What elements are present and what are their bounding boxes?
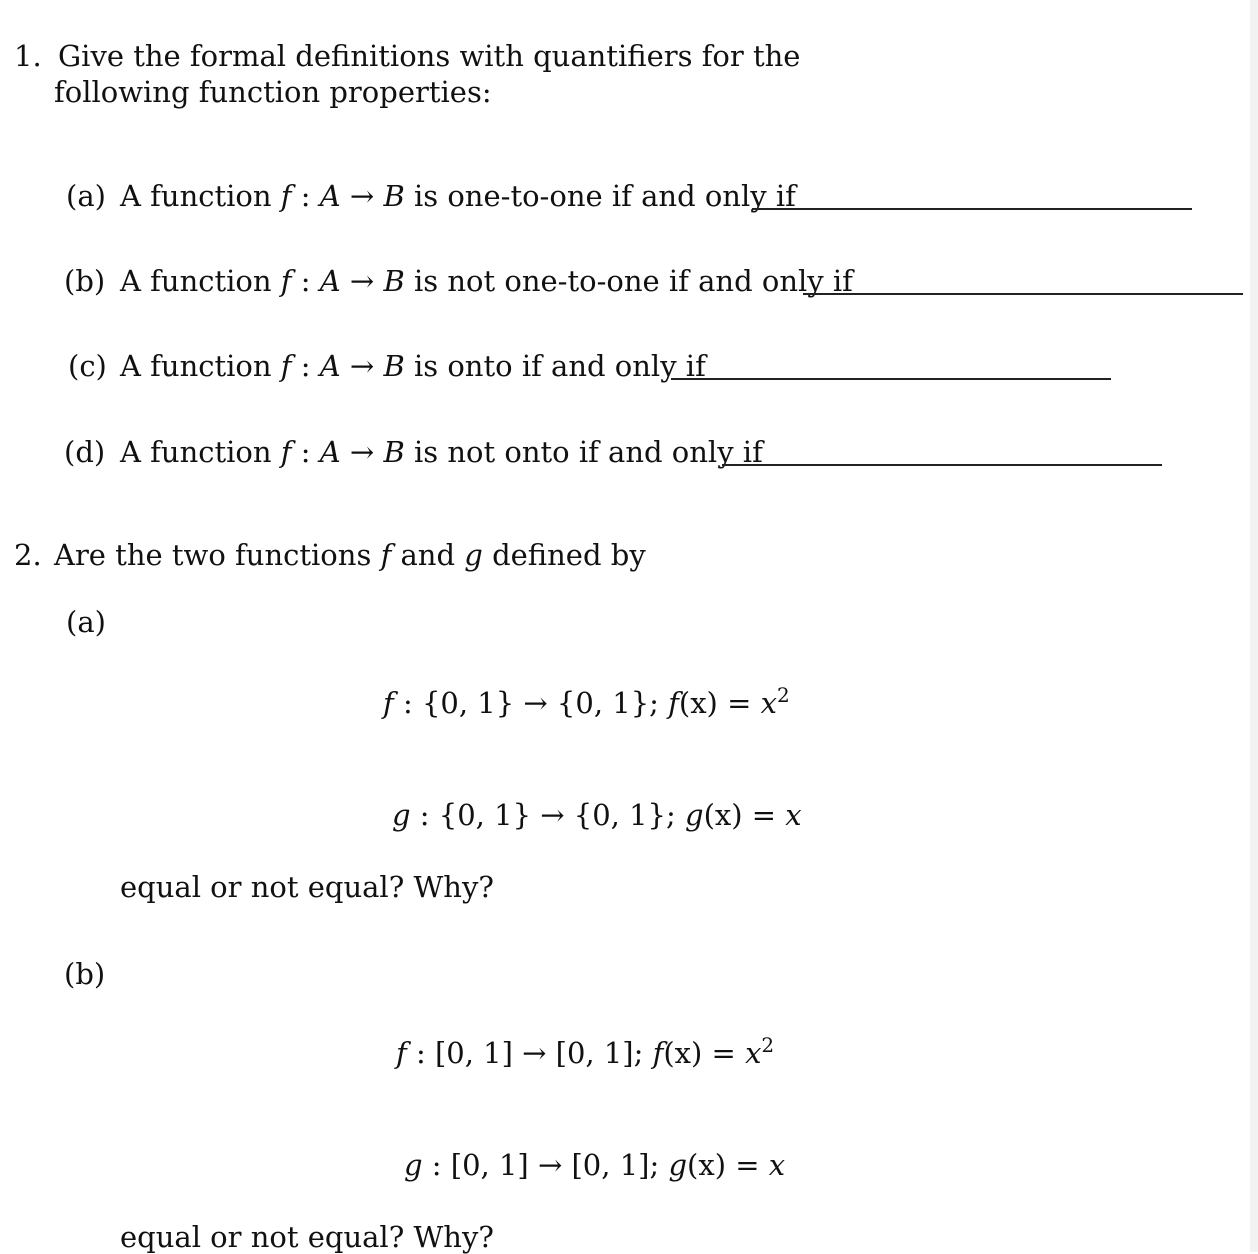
q1c-A: A: [319, 349, 341, 383]
q2a-question: equal or not equal? Why?: [120, 870, 494, 904]
q2b-g-name: g: [404, 1148, 423, 1182]
q2a-g-definition: [392, 798, 802, 832]
q2a-g-var: x: [785, 798, 802, 832]
q1-text-line1: Give the formal definitions with quantifiers for the: [58, 39, 801, 73]
page-edge: [1250, 0, 1258, 1252]
q2b-question: equal or not equal? Why?: [120, 1220, 494, 1254]
q1b-label: (b): [64, 264, 106, 298]
q1d-label: (d): [64, 435, 106, 469]
q2-number: 2.: [14, 538, 42, 572]
q1c-text: is onto if and only if: [413, 349, 706, 383]
q1a-B: B: [383, 179, 405, 213]
q1-number: 1.: [14, 39, 42, 73]
q1c-prefix: A function: [120, 349, 272, 383]
q2a-f-exp: 2: [776, 683, 790, 707]
q2a-f-definition: [383, 683, 790, 720]
q1b-A: A: [319, 264, 341, 298]
q1d-colon: :: [300, 435, 311, 469]
q1c-arrow: →: [349, 349, 375, 383]
q1d-f: f: [280, 435, 292, 469]
q1a-label: (a): [66, 179, 106, 213]
q1d-B: B: [383, 435, 405, 469]
q1-text-line2: following function properties:: [54, 75, 492, 109]
q2a-g-name: g: [392, 798, 411, 832]
q2b-g-definition: [404, 1148, 785, 1182]
q1b-answer-blank[interactable]: [803, 293, 1243, 295]
q2-intro-b: defined by: [492, 538, 646, 572]
q2a-f-var: x: [760, 686, 777, 720]
q1c-answer-blank[interactable]: [671, 378, 1111, 380]
q1a-prefix: A function: [120, 179, 272, 213]
q1c-colon: :: [300, 349, 311, 383]
q1b-f: f: [280, 264, 292, 298]
q1d-prefix: A function: [120, 435, 272, 469]
q1b-colon: :: [300, 264, 311, 298]
q1d-answer-blank[interactable]: [722, 464, 1162, 466]
q2a-f-name: f: [383, 686, 394, 720]
q1c-label: (c): [68, 349, 107, 383]
q2b-f-definition: [396, 1033, 775, 1070]
q2-and: and: [400, 538, 456, 572]
q1a-answer-blank[interactable]: [752, 208, 1192, 210]
q2b-f-var: x: [745, 1036, 762, 1070]
q1a-text: is one-to-one if and only if: [413, 179, 796, 213]
q1b-B: B: [383, 264, 405, 298]
q2a-fx: f: [668, 686, 679, 720]
q2a-f-arg: (x) =: [678, 686, 761, 720]
q2b-g-var: x: [768, 1148, 786, 1182]
q1a-A: A: [319, 179, 341, 213]
q2a-gx: g: [685, 798, 704, 832]
q2b-g-map: : [0, 1] → [0, 1];: [422, 1148, 669, 1182]
q2b-label: (b): [64, 957, 106, 991]
q2-f: f: [380, 538, 392, 572]
q1d-statement: [120, 435, 763, 469]
q1c-f: f: [280, 349, 292, 383]
q2b-fx: f: [652, 1036, 664, 1070]
q1d-A: A: [319, 435, 341, 469]
q1b-arrow: →: [349, 264, 375, 298]
q2-intro: [54, 538, 646, 572]
q1b-statement: [120, 264, 853, 298]
q2a-g-arg: (x) =: [703, 798, 786, 832]
q2a-f-map: : {0, 1} → {0, 1};: [393, 686, 669, 720]
q1a-statement: [120, 179, 796, 213]
q1a-colon: :: [300, 179, 311, 213]
q1b-text: is not one-to-one if and only if: [413, 264, 853, 298]
q2b-f-arg: (x) =: [663, 1036, 746, 1070]
q2b-f-name: f: [396, 1036, 407, 1070]
q1a-arrow: →: [349, 179, 375, 213]
q2b-f-exp: 2: [761, 1033, 775, 1057]
q1d-text: is not onto if and only if: [413, 435, 763, 469]
q1a-f: f: [280, 179, 292, 213]
q1c-B: B: [383, 349, 405, 383]
q2b-g-arg: (x) =: [687, 1148, 769, 1182]
q2-intro-a: Are the two functions: [54, 538, 372, 572]
q2a-g-map: : {0, 1} → {0, 1};: [410, 798, 685, 832]
q2a-label: (a): [66, 605, 106, 639]
q1b-prefix: A function: [120, 264, 272, 298]
q2-g: g: [464, 538, 483, 572]
q1d-arrow: →: [349, 435, 375, 469]
q1c-statement: [120, 349, 706, 383]
q2b-gx: g: [668, 1148, 688, 1182]
q2b-f-map: : [0, 1] → [0, 1];: [406, 1036, 653, 1070]
